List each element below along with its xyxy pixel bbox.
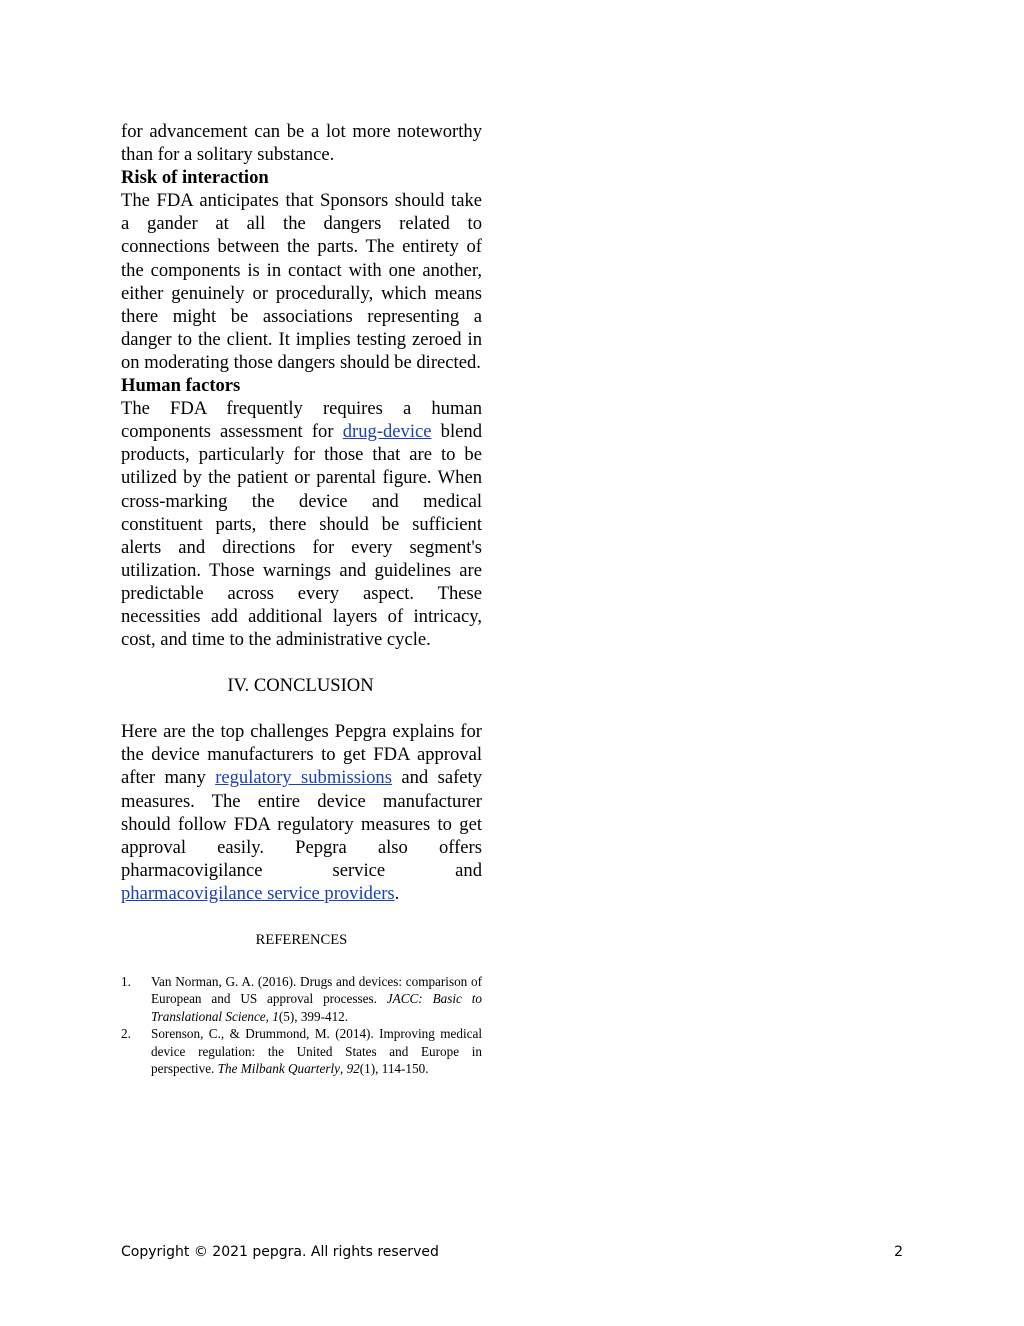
references-list xyxy=(121,973,482,1077)
reference-journal: JACC: Basic to Translational Science xyxy=(151,991,482,1024)
references-heading: REFERENCES xyxy=(255,932,348,948)
reference-volume: 92 xyxy=(346,1061,360,1077)
reference-journal: The Milbank Quarterly xyxy=(217,1061,340,1077)
copyright-text: Copyright © 2021 pepgra. All rights reserved xyxy=(121,1244,439,1260)
conclusion-heading: IV. CONCLUSION xyxy=(227,675,374,697)
reference-separator: , xyxy=(265,1008,273,1024)
intro-paragraph: for advancement can be a lot more noteworthy than for a solitary substance. xyxy=(121,121,482,166)
page-footer xyxy=(121,1244,903,1260)
human-factors-paragraph xyxy=(121,397,482,651)
human-text-a: The FDA frequently requires a human components assessment for xyxy=(121,398,482,443)
conclusion-text-b: and safety measures. The entire device manufacturer should follow FDA regulatory measures to get approval easily. Pepgra also offers pharmacovigilance service and xyxy=(121,767,482,881)
main-column xyxy=(121,120,482,1077)
reference-number: 2. xyxy=(121,1026,131,1042)
regulatory-submissions-link[interactable]: regulatory submissions xyxy=(215,767,392,789)
conclusion-text-c: . xyxy=(394,882,400,904)
pharmacovigilance-providers-link[interactable]: pharmacovigilance service providers xyxy=(121,882,395,904)
conclusion-paragraph xyxy=(121,720,482,905)
reference-item xyxy=(121,1025,482,1077)
reference-separator: , xyxy=(339,1061,347,1077)
human-text-b: blend products, particularly for those that are to be utilized by the patient or parental figure. When cross-marking the device and medical constituent parts, there should be sufficient alerts and directions for every segment's utilization. Those warnings and guidelines are predictable across every aspect. These necessities add additional layers of intricacy, cost, and time to the administrative cycle. xyxy=(121,421,482,651)
reference-text-a: Van Norman, G. A. (2016). Drugs and devices: comparison of European and US approval processes. xyxy=(151,974,482,1007)
page-number: 2 xyxy=(894,1244,903,1260)
drug-device-link[interactable]: drug-device xyxy=(342,421,432,443)
reference-volume: 1 xyxy=(272,1008,279,1024)
conclusion-text-a: Here are the top challenges Pepgra explains for the device manufacturers to get FDA approval after many xyxy=(121,721,482,789)
reference-number: 1. xyxy=(121,974,131,989)
reference-text-b: (1), 114-150. xyxy=(359,1061,429,1077)
reference-text-a: Sorenson, C., & Drummond, M. (2014). Improving medical device regulation: the United States and Europe in perspective. xyxy=(151,1026,482,1077)
risk-paragraph: The FDA anticipates that Sponsors should take a gander at all the dangers related to connections between the parts. The entirety of the components is in contact with one another, either genuinely or procedurally, which means there might be associations representing a danger to the client. It implies testing zeroed in on moderating those dangers should be directed. xyxy=(121,190,482,373)
reference-item xyxy=(121,973,482,1025)
reference-text-b: (5), 399-412. xyxy=(278,1008,349,1024)
human-factors-heading: Human factors xyxy=(121,375,241,397)
risk-of-interaction-heading: Risk of interaction xyxy=(121,167,269,189)
